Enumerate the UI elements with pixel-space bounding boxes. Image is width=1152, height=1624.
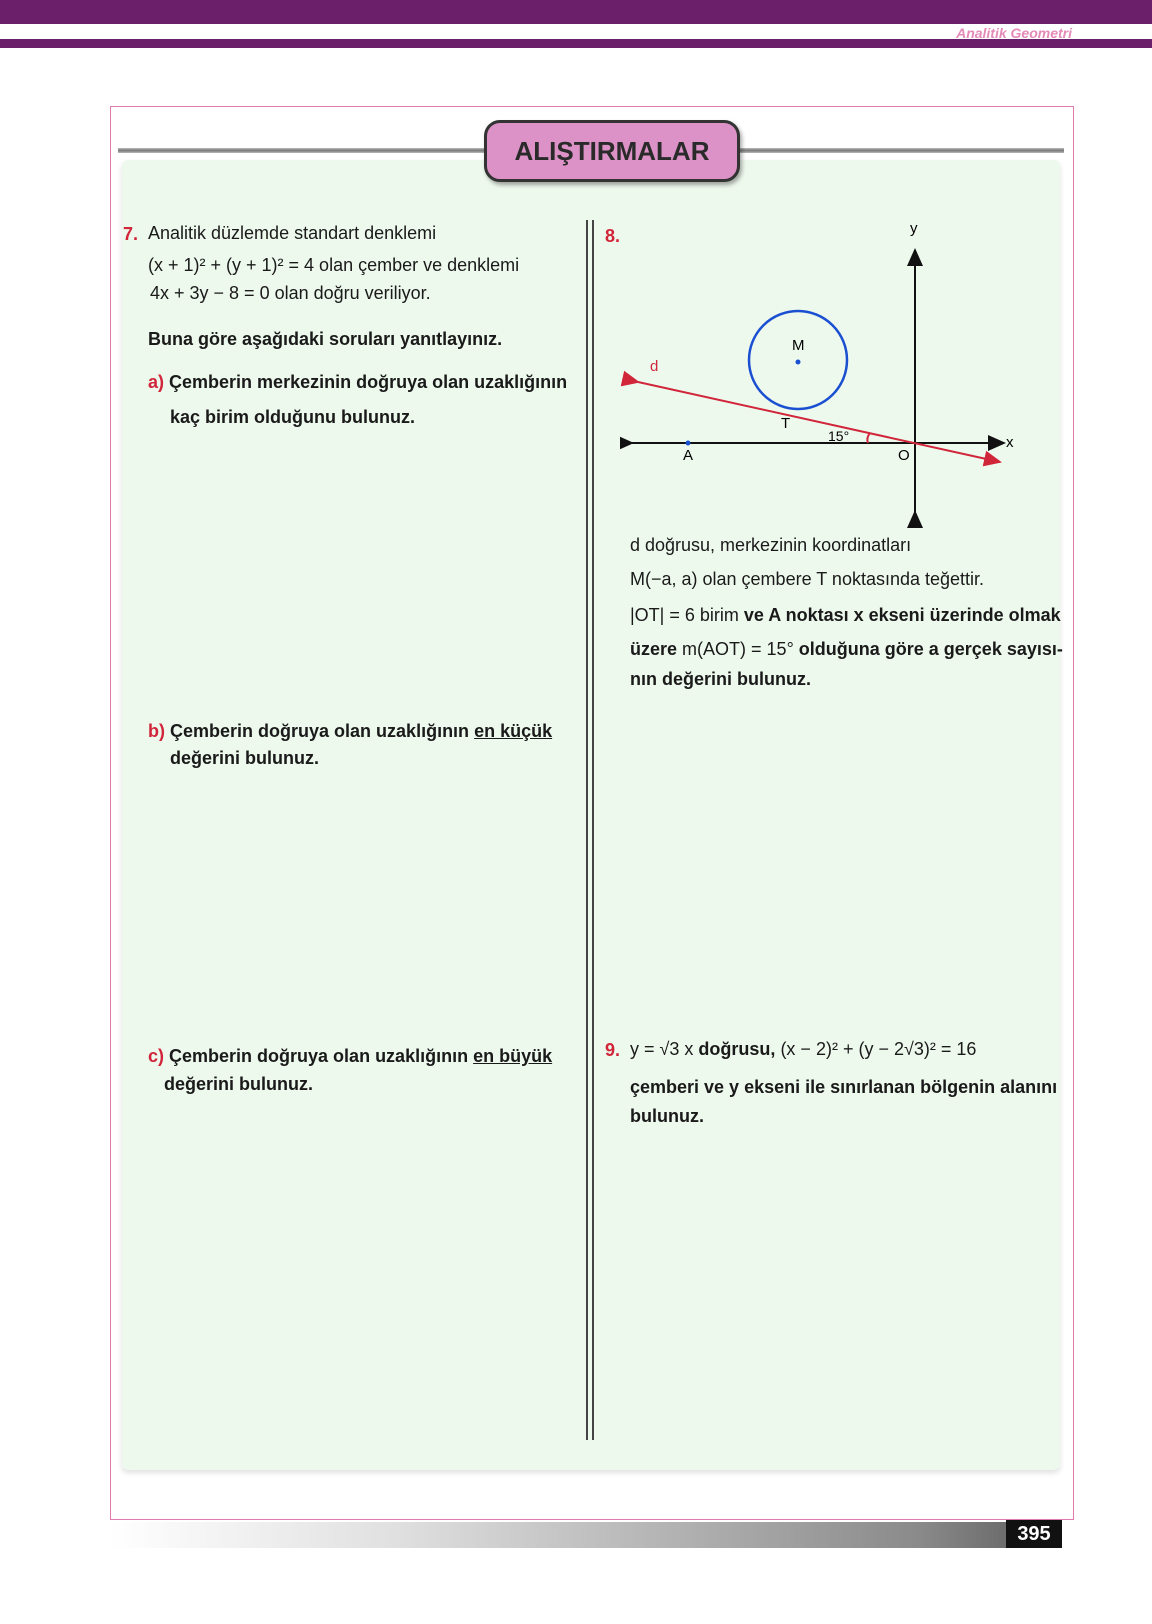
label-T: T xyxy=(781,415,791,432)
q8-line3 xyxy=(630,602,1061,629)
q7-instruction: Buna göre aşağıdaki soruları yanıtlayınız. xyxy=(148,329,503,349)
q8-line5: nın değerini bulunuz. xyxy=(630,669,811,689)
q8-OT-length: |OT| = 6 birim xyxy=(630,605,739,625)
top-band xyxy=(0,0,1152,24)
q9-circle-equation: (x − 2)² + (y − 2√3)² = 16 xyxy=(780,1039,977,1059)
q9-line2: çemberi ve y ekseni ile sınırlanan bölgenin alanını xyxy=(630,1077,1058,1097)
q7-c-text: Çemberin doğruya olan uzaklığının xyxy=(169,1046,469,1066)
q7-equation-line: 4x + 3y − 8 = 0 olan doğru veriliyor. xyxy=(150,283,431,303)
q8-line1: d doğrusu, merkezinin koordinatları xyxy=(630,535,912,555)
page-number: 395 xyxy=(1006,1520,1062,1548)
label-y: y xyxy=(910,220,918,237)
label-O: O xyxy=(898,447,910,464)
q7-a-text-2: kaç birim olduğunu bulunuz. xyxy=(170,407,415,427)
q7-b-emphasis: en küçük xyxy=(474,721,553,741)
q8-line4-start: üzere xyxy=(630,639,678,659)
title-rule-left xyxy=(118,148,486,153)
q8-line3-text: ve A noktası x ekseni üzerinde olmak xyxy=(743,605,1061,625)
label-angle: 15° xyxy=(828,428,850,444)
q7-line1: Analitik düzlemde standart denklemi xyxy=(148,223,437,243)
q7-a-text: Çemberin merkezinin doğruya olan uzaklığının xyxy=(169,372,568,392)
running-title: Analitik Geometri xyxy=(956,25,1072,41)
q7-part-a xyxy=(148,369,567,396)
footer-bar xyxy=(110,1522,1062,1548)
q8-number: 8. xyxy=(605,226,621,246)
q9-line1-text: doğrusu, xyxy=(698,1039,776,1059)
angle-arc xyxy=(867,433,870,443)
q8-line4 xyxy=(630,636,1063,663)
column-divider-2 xyxy=(592,220,594,1440)
q7-number: 7. xyxy=(123,224,139,244)
q7-c-label: c) xyxy=(148,1046,165,1066)
q8-figure xyxy=(620,220,1020,530)
column-divider xyxy=(586,220,588,1440)
q9-line1 xyxy=(630,1036,976,1063)
q7-a-label: a) xyxy=(148,372,165,392)
q9-line3: bulunuz. xyxy=(630,1106,704,1126)
q7-part-b xyxy=(148,718,552,745)
label-d: d xyxy=(650,358,659,375)
q8-line4-end: olduğuna göre a gerçek sayısı- xyxy=(798,639,1063,659)
q7-b-text-2: değerini bulunuz. xyxy=(170,748,319,768)
q7-part-c xyxy=(148,1043,552,1070)
q9-number: 9. xyxy=(605,1040,621,1060)
point-A xyxy=(686,441,691,446)
q7-c-text-2: değerini bulunuz. xyxy=(164,1074,313,1094)
q7-equation-circle: (x + 1)² + (y + 1)² = 4 olan çember ve denklemi xyxy=(148,255,520,275)
label-A: A xyxy=(683,447,694,464)
q8-line2: M(−a, a) olan çembere T noktasında teğettir. xyxy=(630,569,985,589)
label-x: x xyxy=(1006,434,1014,451)
q7-c-emphasis: en büyük xyxy=(473,1046,553,1066)
q9-line-equation: y = √3 x xyxy=(630,1039,694,1059)
title-rule-right xyxy=(734,148,1064,153)
section-title: ALIŞTIRMALAR xyxy=(484,120,740,182)
q7-b-text: Çemberin doğruya olan uzaklığının xyxy=(170,721,470,741)
q8-angle-measure: m(AOT) = 15° xyxy=(682,639,794,659)
center-point-M xyxy=(796,360,801,365)
label-M: M xyxy=(792,337,805,354)
q7-b-label: b) xyxy=(148,721,165,741)
